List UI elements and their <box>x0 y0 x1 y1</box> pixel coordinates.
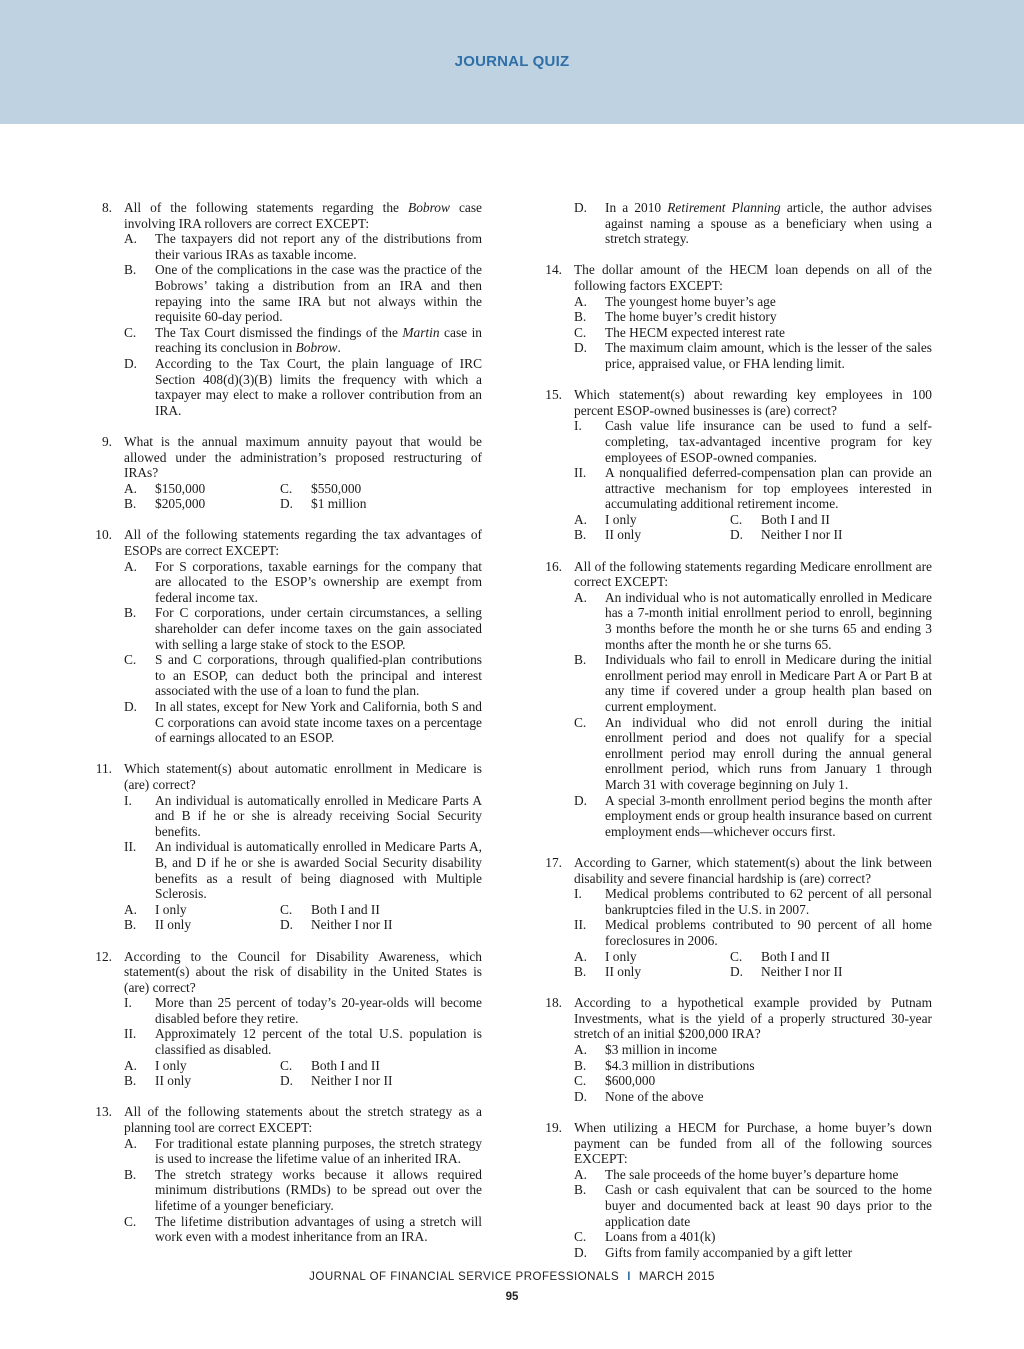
question-number: 18. <box>545 995 562 1011</box>
header-band <box>0 0 1024 124</box>
question-13 <box>92 1104 482 1244</box>
option-c: C. The Tax Court dismissed the findings of the Martin case in reaching its conclusion in Bobrow. <box>124 324 482 356</box>
question-text: According to a hypothetical example provided by Putnam Investments, what is the yield of a properly structured 30-year stretch of an initial $200,000 IRA? <box>574 995 932 1042</box>
option-c: C. Both I and II <box>730 511 830 527</box>
statement-ii: II. Medical problems contributed to 90 percent of all home foreclosures in 2006. <box>574 917 932 948</box>
option-row <box>124 902 482 918</box>
option-c: C. $600,000 <box>574 1073 656 1089</box>
option-d: D. Neither I nor II <box>730 964 843 980</box>
question-text: According to the Council for Disability Awareness, which statement(s) about the risk of disability in the United States is (are) correct? <box>124 948 482 995</box>
footer-separator: I <box>627 1271 631 1283</box>
option-a: A. I only <box>124 1057 187 1073</box>
option-a: A. $3 million in income <box>574 1042 717 1058</box>
option-a: A. The youngest home buyer’s age <box>574 293 776 309</box>
option-row <box>574 949 932 965</box>
question-17 <box>542 855 932 980</box>
option-d: D. A special 3-month enrollment period begins the month after employment ends or group health insurance based on current employment ends—whichever occurs first. <box>574 792 932 839</box>
left-column <box>92 200 482 1260</box>
option-d: D. $1 million <box>280 496 367 512</box>
question-text: Which statement(s) about rewarding key employees in 100 percent ESOP-owned businesses is (are) correct? <box>574 387 932 418</box>
question-12 <box>92 949 482 1089</box>
option-d: D. In a 2010 Retirement Planning article, the author advises against naming a spouse as a beneficiary when using a stretch strategy. <box>574 200 932 247</box>
question-14 <box>542 262 932 371</box>
option-a: A. For S corporations, taxable earnings for the company that are allocated to the ESOP’s ownership are exempt from federal income tax. <box>124 558 482 605</box>
option-b: B. One of the complications in the case was the practice of the Bobrows’ taking a distribution from an IRA and then repaying into the same IRA but not always within the requisite 60-day period. <box>124 262 482 325</box>
option-c: C. The HECM expected interest rate <box>574 324 785 340</box>
question-number: 9. <box>101 433 112 449</box>
option-row <box>124 1073 482 1089</box>
option-d: D. Gifts from family accompanied by a gift letter <box>574 1244 853 1260</box>
option-b: B. Cash or cash equivalent that can be sourced to the home buyer and documented back at least 90 days prior to the application date <box>574 1182 932 1229</box>
question-number: 8. <box>101 200 112 215</box>
option-a: A. I only <box>574 511 637 527</box>
question-number: 15. <box>545 387 562 403</box>
journal-name: JOURNAL OF FINANCIAL SERVICE PROFESSIONALS <box>309 1271 620 1283</box>
option-a: A. The taxpayers did not report any of the distributions from their various IRAs as taxable income. <box>124 231 482 262</box>
question-16 <box>542 559 932 840</box>
question-text: According to Garner, which statement(s) about the link between disability and severe financial hardship is (are) correct? <box>574 854 932 886</box>
question-10 <box>92 527 482 745</box>
statement-i: I. An individual is automatically enrolled in Medicare Parts A and B if he or she is already receiving Social Security benefits. <box>124 792 482 839</box>
option-row <box>124 1058 482 1074</box>
option-d: D. Neither I nor II <box>730 527 843 543</box>
option-b: B. For C corporations, under certain circumstances, a selling shareholder can defer income taxes on the gain associated with selling a large stake of stock to the ESOP. <box>124 605 482 652</box>
option-row <box>574 512 932 528</box>
question-number: 14. <box>545 262 562 278</box>
option-d: D. In all states, except for New York and California, both S and C corporations can avoid state income taxes on a percentage of earnings allocated to an ESOP. <box>124 699 482 746</box>
question-number: 10. <box>95 527 112 543</box>
option-b: B. II only <box>124 1073 192 1089</box>
footer <box>0 1271 1024 1283</box>
statement-i: I. Cash value life insurance can be used to fund a self-completing, tax-advantaged incentive program for key employees of ESOP-owned companies. <box>574 418 932 465</box>
question-number: 17. <box>545 854 562 870</box>
option-d: D. According to the Tax Court, the plain language of IRC Section 408(d)(3)(B) limits the frequency with which a taxpayer may elect to make a rollover contribution from an IRA. <box>124 355 482 418</box>
statement-ii: II. A nonqualified deferred-compensation plan can provide an attractive mechanism for top employees interested in accumulating additional retirement income. <box>574 465 932 512</box>
question-number: 19. <box>545 1120 562 1136</box>
option-b: B. II only <box>574 964 642 980</box>
option-c: C. S and C corporations, through qualified-plan contributions to an ESOP, can deduct both the principal and interest associated with the use of a loan to fund the plan. <box>124 652 482 699</box>
option-b: B. $205,000 <box>124 496 206 512</box>
option-b: B. II only <box>124 917 192 933</box>
option-d: D. Neither I nor II <box>280 917 393 933</box>
option-a: A. For traditional estate planning purposes, the stretch strategy is used to increase the lifetime value of an inherited IRA. <box>124 1135 482 1167</box>
statement-i: I. Medical problems contributed to 62 percent of all personal bankruptcies filed in the U.S. in 2007. <box>574 886 932 917</box>
question-8 <box>92 200 482 418</box>
option-b: B. The home buyer’s credit history <box>574 309 777 325</box>
question-text: All of the following statements about the stretch strategy as a planning tool are correct EXCEPT: <box>124 1104 482 1136</box>
option-d: D. Neither I nor II <box>280 1073 393 1089</box>
option-b: B. $4.3 million in distributions <box>574 1057 755 1073</box>
option-c: C. $550,000 <box>280 480 362 496</box>
question-number: 16. <box>545 558 562 574</box>
question-number: 11. <box>95 761 112 777</box>
statement-i: I. More than 25 percent of today’s 20-year-olds will become disabled before they retire. <box>124 995 482 1026</box>
option-c: C. Loans from a 401(k) <box>574 1229 716 1245</box>
option-a: A. $150,000 <box>124 480 206 496</box>
option-b: B. The stretch strategy works because it allows required minimum distributions (RMDs) to be spread out over the lifetime of a younger beneficiary. <box>124 1166 482 1213</box>
question-number: 12. <box>95 948 112 964</box>
right-column <box>542 200 932 1276</box>
question-text: What is the annual maximum annuity payout that would be allowed under the administration’s proposed restructuring of IRAs? <box>124 433 482 481</box>
issue-date: MARCH 2015 <box>638 1271 715 1283</box>
question-18 <box>542 995 932 1104</box>
question-number: 13. <box>95 1104 112 1120</box>
option-a: A. I only <box>124 901 187 917</box>
question-text: All of the following statements regarding Medicare enrollment are correct EXCEPT: <box>574 558 932 590</box>
question-19 <box>542 1120 932 1260</box>
page-number: 95 <box>505 1291 519 1303</box>
statement-ii: II. An individual is automatically enrolled in Medicare Parts A, B, and D if he or she is awarded Social Security disability benefits as a result of being diagnosed with Multiple Sclerosis. <box>124 839 482 902</box>
question-9 <box>92 434 482 512</box>
option-row <box>574 527 932 543</box>
option-a: A. I only <box>574 948 637 964</box>
question-11 <box>92 761 482 933</box>
option-b: B. Individuals who fail to enroll in Medicare during the initial enrollment period may enroll in Medicare Part A or Part B at any time if covered under a group health plan based on current employment. <box>574 652 932 714</box>
option-row <box>124 496 482 512</box>
statement-ii: II. Approximately 12 percent of the total U.S. population is classified as disabled. <box>124 1026 482 1058</box>
question-text: Which statement(s) about automatic enrollment in Medicare is (are) correct? <box>124 761 482 792</box>
question-text: The dollar amount of the HECM loan depends on all of the following factors EXCEPT: <box>574 262 932 293</box>
option-row <box>124 917 482 933</box>
option-c: C. The lifetime distribution advantages of using a stretch will work even with a modest inheritance from an IRA. <box>124 1213 482 1245</box>
option-c: C. Both I and II <box>280 1057 380 1073</box>
option-d: D. The maximum claim amount, which is the lesser of the sales price, appraised value, or FHA lending limit. <box>574 340 932 371</box>
question-text: All of the following statements regarding the tax advantages of ESOPs are correct EXCEPT: <box>124 527 482 559</box>
option-b: B. II only <box>574 527 642 543</box>
option-a: A. The sale proceeds of the home buyer’s departure home <box>574 1166 899 1182</box>
option-d: D. None of the above <box>574 1088 704 1104</box>
option-c: C. An individual who did not enroll during the initial enrollment period and does not qualify for a special enrollment period may enroll during the annual general enrollment period, which runs from January 1 through March 31 with coverage beginning on July 1. <box>574 714 932 792</box>
question-13-continued <box>542 200 932 247</box>
option-c: C. Both I and II <box>280 901 380 917</box>
option-row <box>124 481 482 497</box>
page-title: JOURNAL QUIZ <box>454 53 570 70</box>
question-text: When utilizing a HECM for Purchase, a home buyer’s down payment can be funded from all of the following sources EXCEPT: <box>574 1120 932 1167</box>
option-a: A. An individual who is not automatically enrolled in Medicare has a 7-month initial enrollment period to enroll, beginning 3 months before the month he or she turns 65 and ending 3 months after the month he or she turns 65. <box>574 589 932 652</box>
question-15 <box>542 387 932 543</box>
question-text: All of the following statements regarding the Bobrow case involving IRA rollovers are correct EXCEPT: <box>124 200 482 231</box>
option-row <box>574 964 932 980</box>
option-c: C. Both I and II <box>730 948 830 964</box>
